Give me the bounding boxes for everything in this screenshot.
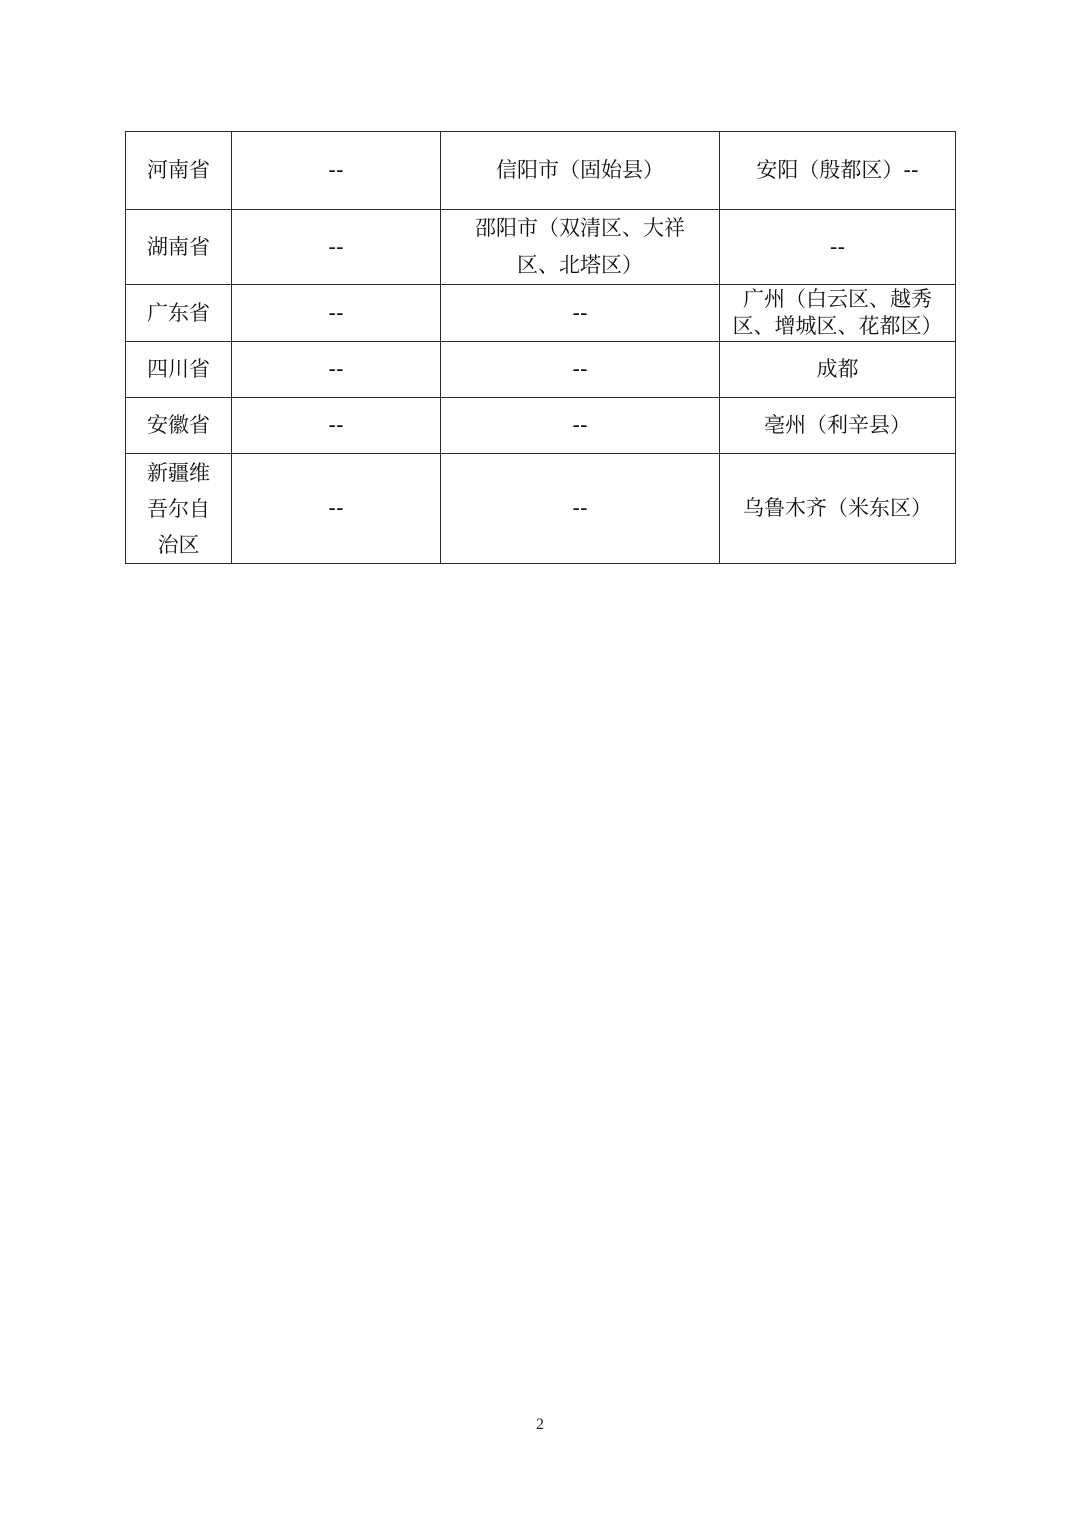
table-cell: --	[441, 398, 720, 454]
page-number: 2	[536, 1416, 544, 1433]
table-cell: --	[441, 454, 720, 564]
table-cell: --	[232, 342, 441, 398]
table-cell: --	[441, 342, 720, 398]
province-cell: 四川省	[126, 342, 232, 398]
table-cell: 乌鲁木齐（米东区）	[720, 454, 956, 564]
province-cell: 湖南省	[126, 210, 232, 285]
province-cell: 河南省	[126, 132, 232, 210]
table-row	[126, 132, 956, 210]
table-cell: 安阳（殷都区）--	[720, 132, 956, 210]
table-row	[126, 342, 956, 398]
table-cell: --	[232, 398, 441, 454]
table-cell: --	[232, 454, 441, 564]
table-cell: 邵阳市（双清区、大祥区、北塔区）	[441, 210, 720, 285]
province-cell: 广东省	[126, 285, 232, 342]
table-row	[126, 285, 956, 342]
table-cell: --	[232, 210, 441, 285]
table-cell: --	[441, 285, 720, 342]
table-cell: --	[232, 132, 441, 210]
table-cell: --	[720, 210, 956, 285]
region-table	[125, 131, 956, 564]
table-cell: 信阳市（固始县）	[441, 132, 720, 210]
table-cell: 成都	[720, 342, 956, 398]
table-row	[126, 210, 956, 285]
table-cell: 广州（白云区、越秀区、增城区、花都区）	[720, 285, 956, 342]
province-cell: 安徽省	[126, 398, 232, 454]
table-cell: 亳州（利辛县）	[720, 398, 956, 454]
province-cell: 新疆维吾尔自治区	[126, 454, 232, 564]
table-cell: --	[232, 285, 441, 342]
table-row	[126, 398, 956, 454]
table-row	[126, 454, 956, 564]
